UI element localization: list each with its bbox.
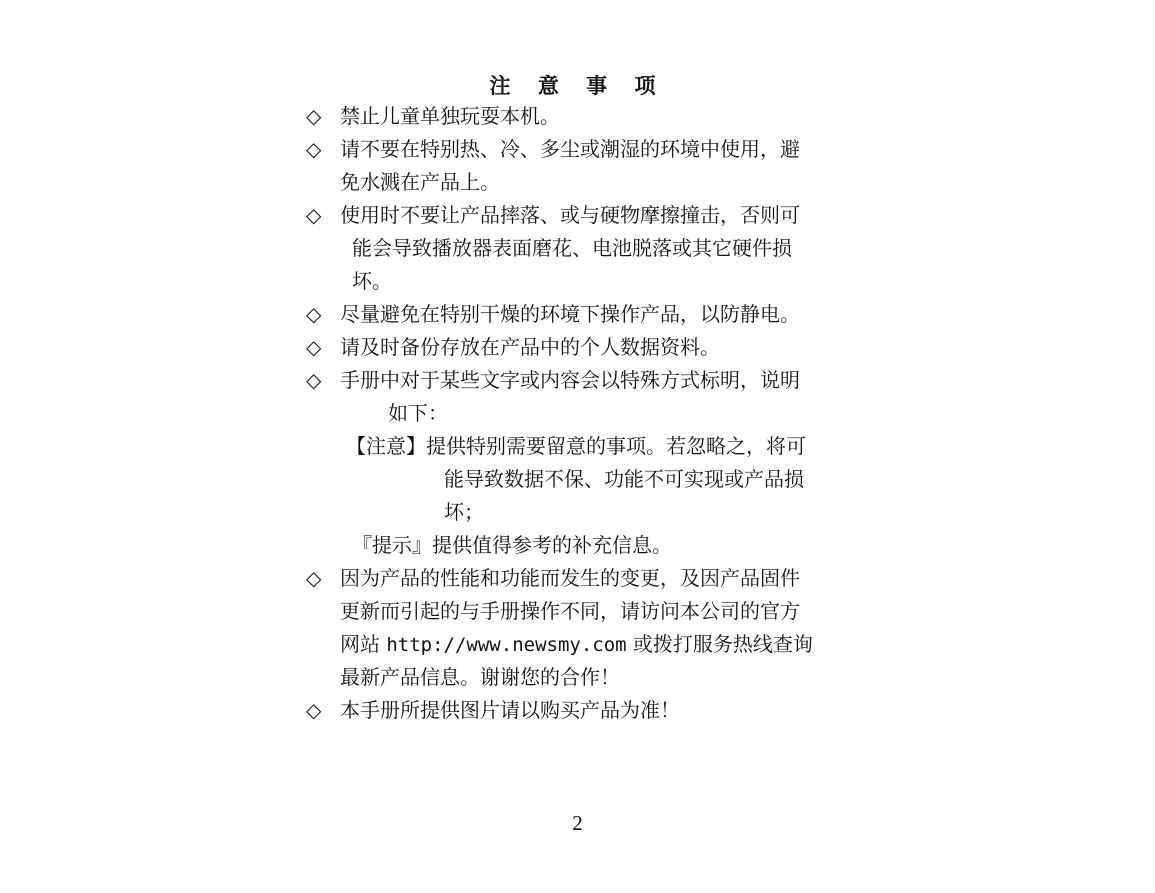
bullet-icon: ◇ — [306, 368, 322, 392]
notice-item-6-line-1: 手册中对于某些文字或内容会以特殊方式标明，说明 — [340, 368, 800, 392]
notice-item-8: 本手册所提供图片请以购买产品为准！ — [340, 698, 680, 722]
bullet-icon: ◇ — [306, 302, 322, 326]
website-suffix: 或拨打服务热线查询 — [626, 632, 813, 656]
notice-item-3-line-2: 能会导致播放器表面磨花、电池脱落或其它硬件损 — [352, 236, 792, 260]
notice-item-2-line-1: 请不要在特别热、冷、多尘或潮湿的环境中使用，避 — [340, 137, 800, 161]
notice-item-2-line-2: 免水溅在产品上。 — [340, 170, 500, 194]
notice-item-3-line-3: 坏。 — [352, 269, 392, 293]
notice-item-4: 尽量避免在特别干燥的环境下操作产品，以防静电。 — [340, 302, 800, 326]
bullet-icon: ◇ — [306, 335, 322, 359]
tip-note: 『提示』提供值得参考的补充信息。 — [352, 533, 672, 557]
caution-note-line-3: 坏； — [444, 500, 484, 524]
bullet-icon: ◇ — [306, 203, 322, 227]
notice-item-3-line-1: 使用时不要让产品摔落、或与硬物摩擦撞击，否则可 — [340, 203, 800, 227]
notice-item-7-line-4: 最新产品信息。谢谢您的合作！ — [340, 665, 620, 689]
notice-item-6-line-2: 如下： — [388, 401, 448, 425]
caution-note-line-2: 能导致数据不保、功能不可实现或产品损 — [444, 467, 804, 491]
bullet-icon: ◇ — [306, 104, 322, 128]
caution-note-line-1: 【注意】提供特别需要留意的事项。若忽略之，将可 — [346, 434, 806, 458]
bullet-icon: ◇ — [306, 566, 322, 590]
page-title: 注 意 事 项 — [489, 74, 666, 98]
page-number: 2 — [572, 811, 583, 835]
notice-item-7-line-3 — [340, 628, 813, 662]
notice-item-7-line-2: 更新而引起的与手册操作不同，请访问本公司的官方 — [340, 599, 800, 623]
website-prefix: 网站 — [340, 632, 387, 656]
website-link[interactable]: http://www.newsmy.com — [386, 634, 627, 656]
bullet-icon: ◇ — [306, 698, 322, 722]
notice-item-5: 请及时备份存放在产品中的个人数据资料。 — [340, 335, 720, 359]
bullet-icon: ◇ — [306, 137, 322, 161]
notice-item-7-line-1: 因为产品的性能和功能而发生的变更，及因产品固件 — [340, 566, 800, 590]
notice-item-1: 禁止儿童单独玩耍本机。 — [340, 104, 560, 128]
